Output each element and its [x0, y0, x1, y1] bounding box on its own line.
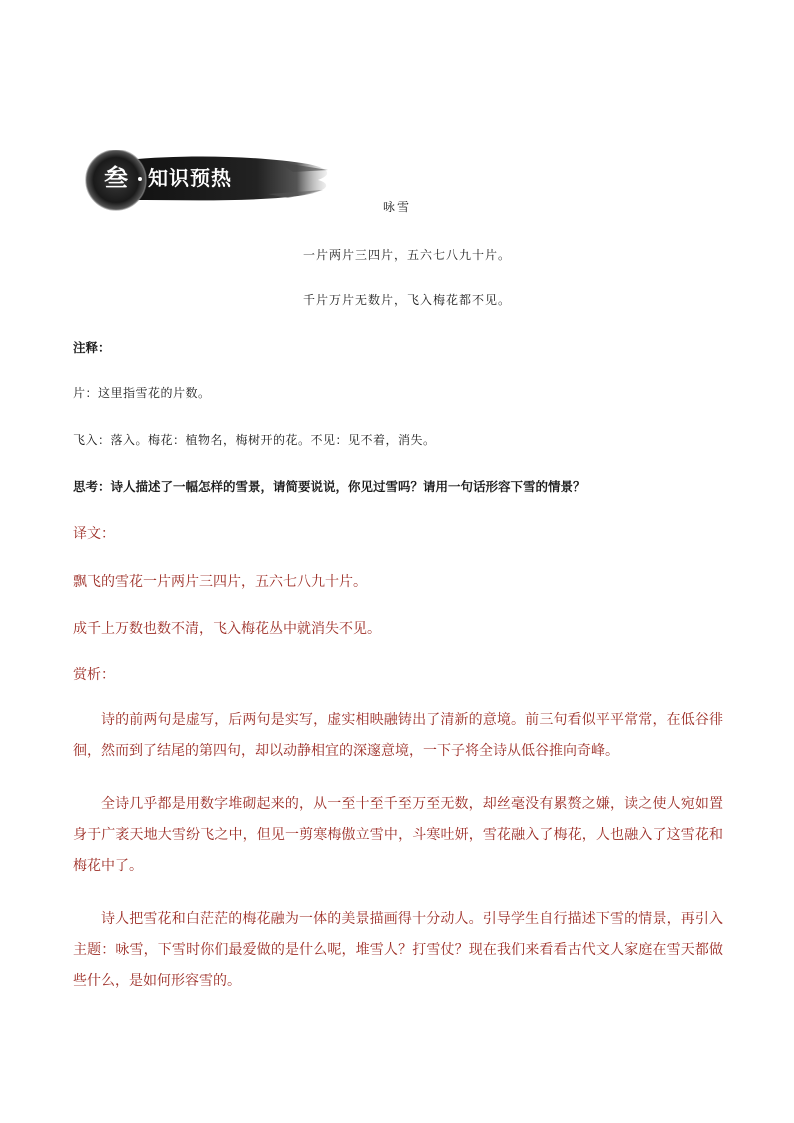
think-question: 思考：诗人描述了一幅怎样的雪景，请简要说说，你见过雪吗？请用一句话形容下雪的情景？ — [73, 479, 586, 494]
analysis-paragraph: 诗的前两句是虚写，后两句是实写，虚实相映融铸出了清新的意境。前三句看似平平常常，在低谷徘徊，然而到了结尾的第四句，却以动静相宜的深邃意境，一下子将全诗从低谷推向奇峰。 — [73, 712, 723, 759]
poem-line-1: 一片两片三四片，五六七八九十片。 — [302, 248, 511, 262]
note-item: 片：这里指雪花的片数。 — [73, 386, 211, 400]
notes-heading: 注释： — [73, 340, 111, 355]
section-title: 知识预热 — [148, 166, 232, 190]
banner-dot — [138, 177, 142, 181]
analysis-paragraph: 全诗几乎都是用数字堆砌起来的，从一至十至千至万至无数，却丝毫没有累赘之嫌，读之使人宛如置身于广袤天地大雪纷飞之中，但见一剪寒梅傲立雪中，斗寒吐妍，雪花融入了梅花，人也融入了这雪花和梅花中了。 — [73, 796, 723, 874]
analysis-paragraph: 诗人把雪花和白茫茫的梅花融为一体的美景描画得十分动人。引导学生自行描述下雪的情景，再引入主题：咏雪，下雪时你们最爱做的是什么呢，堆雪人？打雪仗？现在我们来看看古代文人家庭在雪天都做些什么，是如何形容雪的。 — [73, 911, 723, 989]
translation-line: 飘飞的雪花一片两片三四片，五六七八九十片。 — [73, 574, 367, 590]
poem-title: 咏雪 — [382, 200, 411, 214]
section-number: 叁 — [104, 164, 128, 192]
translation-line: 成千上万数也数不清，飞入梅花丛中就消失不见。 — [73, 621, 381, 637]
analysis-heading: 赏析： — [73, 667, 115, 683]
poem-line-2: 千片万片无数片，飞入梅花都不见。 — [302, 293, 511, 307]
translation-heading: 译文： — [73, 526, 115, 542]
note-item: 飞入：落入。梅花：植物名，梅树开的花。不见：见不着，消失。 — [73, 433, 436, 447]
